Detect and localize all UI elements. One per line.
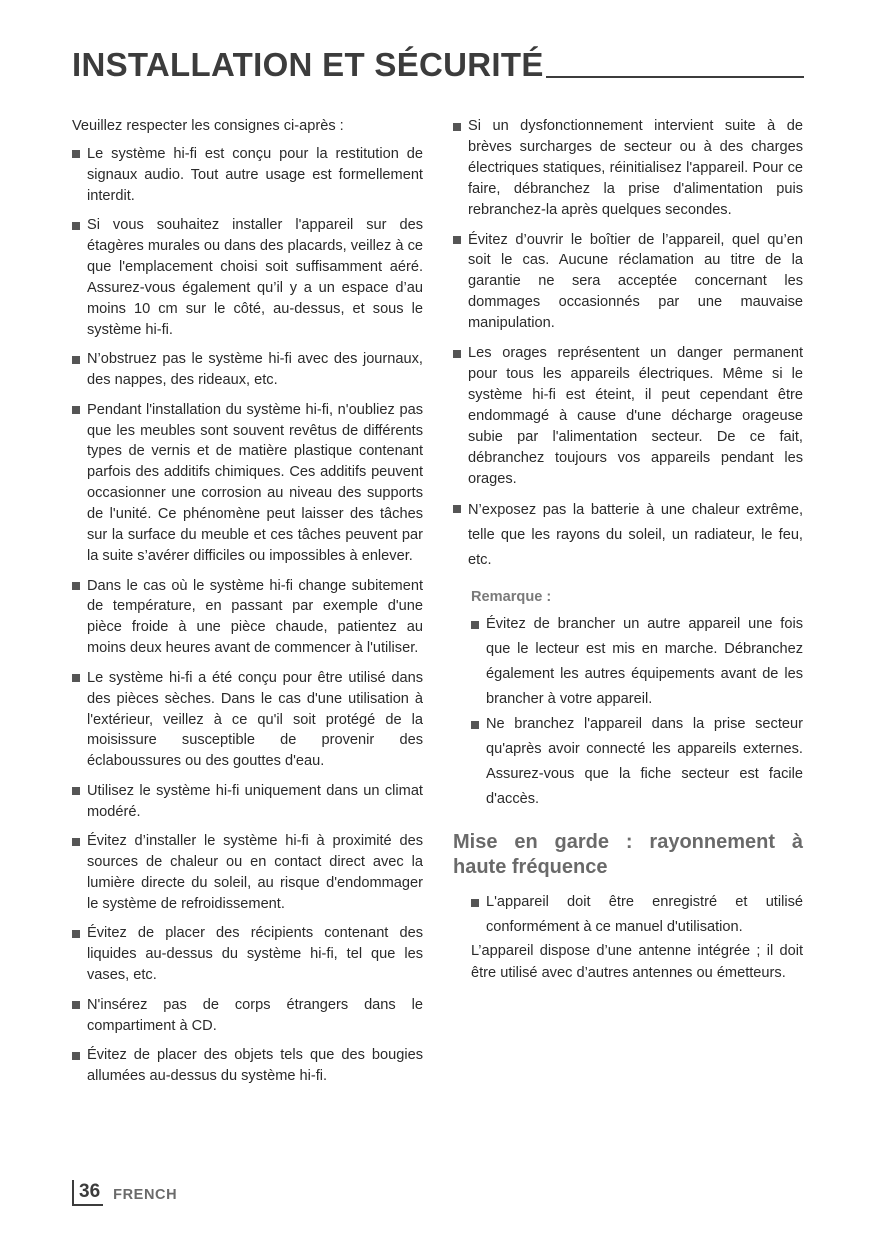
left-column (72, 116, 423, 1096)
note-item: Évitez de brancher un autre appareil une fois que le lecteur est mis en marche. Débranchez également les autres équipements avant de les brancher à votre appareil. (471, 612, 803, 712)
radio-warning-block (471, 890, 803, 984)
list-item: Évitez d’ouvrir le boîtier de l’appareil, quel qu’en soit le cas. Aucune réclamation au titre de la garantie ne sera acceptée concernant les dommages occasionnés par une mauvaise manipulation. (453, 230, 803, 335)
list-item: N’obstruez pas le système hi-fi avec des journaux, des nappes, des rideaux, etc. (72, 349, 423, 391)
list-item: Pendant l'installation du système hi-fi, n'oubliez pas que les meubles sont souvent revêtus de différents types de vernis et de matière plastique contenant parfois des additifs chimiques. Ces additifs peuvent occasionner une corrosion au niveau des supports de l'unité. Ce phénomène peut laisser des tâches sur la surface du meuble et ces tâches peuvent par la suite s’avérer difficiles ou impossibles à enlever. (72, 400, 423, 567)
list-item: Évitez de placer des objets tels que des bougies allumées au-dessus du système hi-fi. (72, 1045, 423, 1087)
note-block (471, 587, 803, 812)
language-label: FRENCH (113, 1187, 178, 1203)
note-item: Ne branchez l'appareil dans la prise secteur qu'après avoir connecté les appareils externes. Assurez-vous que la fiche secteur est facile d'accès. (471, 712, 803, 812)
radio-item: L'appareil doit être enregistré et utilisé conformément à ce manuel d'utilisation. (471, 890, 803, 940)
list-item: Si vous souhaitez installer l'appareil sur des étagères murales ou dans des placards, veillez à ce que l'emplacement choisi soit suffisamment aéré. Assurez-vous également qu’il y a un espace d’au moins 10 cm sur le côté, au-dessus, et sous le système hi-fi. (72, 215, 423, 340)
list-item: Le système hi-fi est conçu pour la restitution de signaux audio. Tout autre usage est formellement interdit. (72, 144, 423, 207)
list-item: Le système hi-fi a été conçu pour être utilisé dans des pièces sèches. Dans le cas d'une utilisation à l'extérieur, veillez à ce qu'il soit protégé de la moisissure susceptible de provenir des éclaboussures ou des gouttes d'eau. (72, 668, 423, 773)
page-number: 36 (72, 1180, 103, 1206)
note-title: Remarque : (471, 589, 552, 606)
list-item: Évitez de placer des récipients contenant des liquides au-dessus du système hi-fi, tel que les vases, etc. (72, 923, 423, 986)
list-item: Si un dysfonctionnement intervient suite à de brèves surcharges de secteur ou à des charges électriques statiques, réinitialisez l'appareil. Pour ce faire, débranchez la prise d'alimentation puis rebranchez-la après quelques secondes. (453, 116, 803, 221)
list-item: Les orages représentent un danger permanent pour tous les appareils électriques. Même si le système hi-fi est éteint, il peut cependant être endommagé à cause d'une décharge orageuse subie par l'alimentation secteur. De ce fait, débranchez toujours vos appareils pendant les orages. (453, 343, 803, 489)
list-item: Évitez d’installer le système hi-fi à proximité des sources de chaleur ou en contact direct avec la lumière directe du soleil, au risque d'endommager le système de refroidissement. (72, 831, 423, 915)
intro-text: Veuillez respecter les consignes ci-après : (72, 118, 344, 134)
page-footer (72, 1178, 177, 1206)
list-item: N’exposez pas la batterie à une chaleur extrême, telle que les rayons du soleil, un radiateur, le feu, etc. (453, 498, 803, 573)
list-item: Utilisez le système hi-fi uniquement dans un climat modéré. (72, 781, 423, 823)
note-list (471, 612, 803, 812)
safety-list-right (453, 116, 803, 573)
section-heading: Mise en garde : rayonnement à haute fréquence (453, 831, 803, 879)
page-header (72, 42, 804, 84)
list-item: Dans le cas où le système hi-fi change subitement de température, en passant par exemple d'une pièce froide à une pièce chaude, patientez au moins deux heures avant de commencer à l'utiliser. (72, 576, 423, 660)
page-title: INSTALLATION ET SÉCURITÉ (72, 46, 544, 83)
list-item: N'insérez pas de corps étrangers dans le compartiment à CD. (72, 995, 423, 1037)
safety-list-left (72, 144, 423, 1087)
title-rule (546, 76, 804, 78)
radio-text: L’appareil dispose d’une antenne intégrée ; il doit être utilisé avec d’autres antennes ou émetteurs. (471, 943, 803, 982)
radio-list (471, 890, 803, 940)
right-column (453, 116, 803, 984)
